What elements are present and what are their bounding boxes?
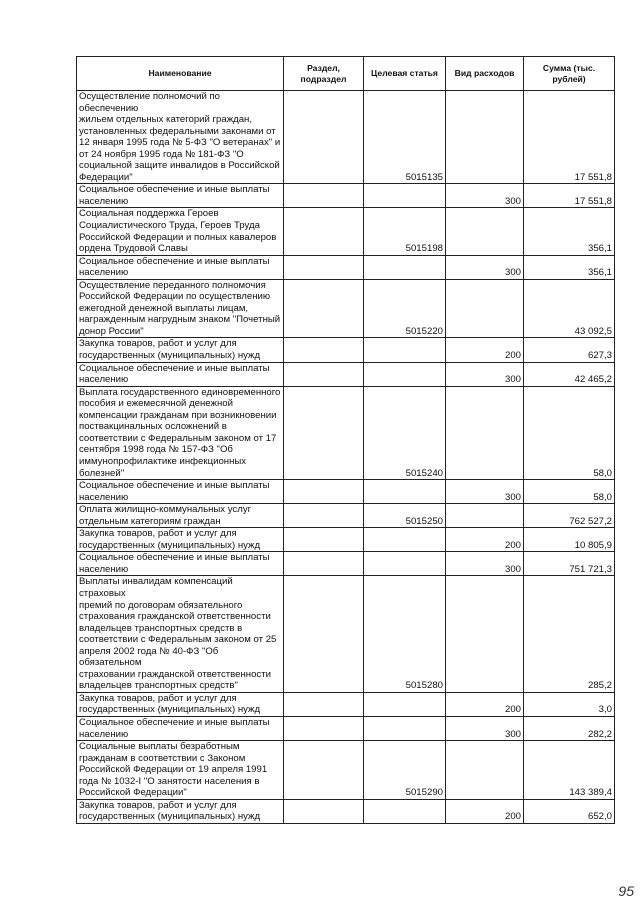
row-name-line: государственных (муниципальных) нужд	[79, 350, 261, 362]
row-name	[77, 91, 284, 184]
row-name-line: государственных (муниципальных) нужд	[79, 539, 261, 551]
row-section	[284, 338, 364, 362]
row-name	[77, 279, 284, 338]
table-row	[77, 552, 615, 576]
row-name	[77, 255, 284, 279]
row-name-line: жильем отдельных категорий граждан,	[79, 114, 253, 126]
row-type: 300	[446, 362, 524, 386]
row-section	[284, 504, 364, 528]
table-row	[77, 184, 615, 208]
row-name	[77, 338, 284, 362]
row-name-line: населению	[79, 374, 129, 386]
row-name	[77, 386, 284, 479]
row-name-line: от 24 ноября 1995 года № 181-ФЗ "О	[79, 148, 244, 160]
row-target: 5015280	[364, 576, 446, 692]
table-row	[77, 576, 615, 692]
row-type	[446, 741, 524, 800]
table-row	[77, 208, 615, 255]
row-target	[364, 552, 446, 576]
table-row	[77, 362, 615, 386]
row-name-line: населению	[79, 728, 129, 740]
row-name-line: Закупка товаров, работ и услуг для	[79, 799, 237, 811]
row-name-line: апреля 2002 года № 40-ФЗ "Об обязательном	[79, 645, 219, 669]
row-target: 5015135	[364, 91, 446, 184]
table-row	[77, 741, 615, 800]
row-name-line: владельцев транспортных средств в	[79, 622, 243, 634]
row-target: 5015250	[364, 504, 446, 528]
table-row	[77, 799, 615, 823]
row-name-line: населению	[79, 491, 129, 503]
row-target	[364, 799, 446, 823]
row-target	[364, 255, 446, 279]
page-number-mark: 95	[618, 883, 634, 899]
row-name-line: Социальная поддержка Героев	[79, 208, 219, 220]
row-sum: 285,2	[524, 576, 615, 692]
row-name	[77, 184, 284, 208]
row-name-line: соответствии с Федеральным законом от 25	[79, 634, 277, 646]
row-name	[77, 208, 284, 255]
row-section	[284, 716, 364, 740]
row-name-line: населению	[79, 267, 129, 279]
row-section	[284, 480, 364, 504]
row-sum: 3,0	[524, 692, 615, 716]
header-target: Целевая статья	[364, 57, 446, 91]
row-type: 300	[446, 184, 524, 208]
row-sum: 43 092,5	[524, 279, 615, 338]
row-type	[446, 279, 524, 338]
table-row	[77, 279, 615, 338]
row-sum: 762 527,2	[524, 504, 615, 528]
row-name-line: владельцев транспортных средств"	[79, 680, 238, 692]
row-name-line: Закупка товаров, работ и услуг для	[79, 692, 237, 704]
row-section	[284, 692, 364, 716]
row-name-line: Осуществление полномочий по обеспечению	[79, 91, 221, 114]
row-name-line: Российской Федерации"	[79, 787, 187, 799]
table-body	[77, 91, 615, 824]
header-type: Вид расходов	[446, 57, 524, 91]
row-name	[77, 362, 284, 386]
header-sum: Сумма (тыс. рублей)	[524, 57, 615, 91]
row-name	[77, 799, 284, 823]
row-name-line: Социальное обеспечение и иные выплаты	[79, 255, 270, 267]
table-row	[77, 386, 615, 479]
row-sum: 356,1	[524, 255, 615, 279]
row-name	[77, 716, 284, 740]
row-name-line: года № 1032-I "О занятости населения в	[79, 775, 260, 787]
row-target	[364, 184, 446, 208]
row-name-line: соответствии с Федеральным законом от 17	[79, 432, 277, 444]
row-name-line: поствакцинальных осложнений в	[79, 421, 227, 433]
row-name-line: Социальное обеспечение и иные выплаты	[79, 716, 270, 728]
table-row	[77, 91, 615, 184]
row-target	[364, 692, 446, 716]
row-name-line: государственных (муниципальных) нужд	[79, 811, 261, 823]
row-target	[364, 716, 446, 740]
row-name-line: социальной защите инвалидов в Российской	[79, 160, 280, 172]
row-section	[284, 208, 364, 255]
row-name-line: Оплата жилищно-коммунальных услуг	[79, 504, 252, 516]
row-name	[77, 741, 284, 800]
row-sum: 627,3	[524, 338, 615, 362]
row-name-line: премий по договорам обязательного	[79, 599, 243, 611]
row-section	[284, 552, 364, 576]
row-type: 300	[446, 552, 524, 576]
row-name-line: населению	[79, 563, 129, 575]
row-name-line: государственных (муниципальных) нужд	[79, 704, 261, 716]
row-name-line: населению	[79, 195, 129, 207]
row-name-line: награжденным нагрудным знаком "Почетный	[79, 314, 281, 326]
row-section	[284, 362, 364, 386]
row-type	[446, 386, 524, 479]
table-row	[77, 255, 615, 279]
row-name-line: Социальные выплаты безработным	[79, 741, 240, 753]
row-target: 5015220	[364, 279, 446, 338]
row-name-line: ежегодной денежной выплаты лицам,	[79, 302, 249, 314]
row-type	[446, 208, 524, 255]
table-row	[77, 480, 615, 504]
row-name	[77, 504, 284, 528]
row-name-line: Закупка товаров, работ и услуг для	[79, 528, 237, 540]
row-name-line: страхования гражданской ответственности	[79, 611, 271, 623]
row-name-line: Выплата государственного единовременного	[79, 386, 281, 398]
row-name-line: компенсации гражданам при возникновении	[79, 409, 277, 421]
row-sum: 143 389,4	[524, 741, 615, 800]
row-type	[446, 576, 524, 692]
row-target: 5015240	[364, 386, 446, 479]
row-name	[77, 552, 284, 576]
row-type: 300	[446, 255, 524, 279]
row-section	[284, 799, 364, 823]
row-name-line: Российской Федерации и полных кавалеров	[79, 231, 277, 243]
table-row	[77, 338, 615, 362]
row-name-line: пособия и ежемесячной денежной	[79, 398, 233, 410]
row-target	[364, 528, 446, 552]
row-sum: 58,0	[524, 386, 615, 479]
row-name-line: Осуществление переданного полномочия	[79, 279, 266, 291]
row-name	[77, 528, 284, 552]
row-name-line: Социальное обеспечение и иные выплаты	[79, 362, 270, 374]
row-type	[446, 91, 524, 184]
row-target: 5015290	[364, 741, 446, 800]
row-name-line: иммунопрофилактике инфекционных	[79, 455, 247, 467]
row-name-line: Российской Федерации от 19 апреля 1991	[79, 764, 268, 776]
row-type: 200	[446, 692, 524, 716]
row-name-line: Российской Федерации по осуществлению	[79, 291, 271, 303]
row-section	[284, 91, 364, 184]
row-name-line: Федерации"	[79, 171, 133, 183]
row-name-line: Закупка товаров, работ и услуг для	[79, 338, 237, 350]
row-section	[284, 741, 364, 800]
row-target	[364, 338, 446, 362]
row-sum: 282,2	[524, 716, 615, 740]
row-name-line: страховании гражданской ответственности	[79, 668, 271, 680]
row-target	[364, 480, 446, 504]
row-name-line: Социальное обеспечение и иные выплаты	[79, 552, 270, 564]
row-type: 200	[446, 338, 524, 362]
row-name-line: 12 января 1995 года № 5-ФЗ "О ветеранах" и	[79, 137, 281, 149]
row-name-line: донор России"	[79, 325, 144, 337]
row-sum: 10 805,9	[524, 528, 615, 552]
row-name	[77, 692, 284, 716]
row-name-line: болезней"	[79, 467, 125, 479]
table-row	[77, 528, 615, 552]
row-sum: 17 551,8	[524, 91, 615, 184]
row-type	[446, 504, 524, 528]
row-name-line: гражданам в соответствии с Законом	[79, 752, 246, 764]
row-type: 200	[446, 799, 524, 823]
row-type: 300	[446, 716, 524, 740]
row-sum: 58,0	[524, 480, 615, 504]
row-name-line: сентября 1998 года № 157-ФЗ "Об	[79, 444, 233, 456]
row-name-line: Социальное обеспечение и иные выплаты	[79, 480, 270, 492]
row-section	[284, 386, 364, 479]
row-name-line: ордена Трудовой Славы	[79, 243, 188, 255]
table-row	[77, 692, 615, 716]
row-section	[284, 279, 364, 338]
row-sum: 17 551,8	[524, 184, 615, 208]
row-name	[77, 480, 284, 504]
row-target: 5015198	[364, 208, 446, 255]
budget-table	[76, 56, 615, 824]
table-header-row	[77, 57, 615, 91]
row-name-line: установленных федеральными законами от	[79, 125, 276, 137]
table-row	[77, 716, 615, 740]
row-name	[77, 576, 284, 692]
row-name-line: Социалистического Труда, Героев Труда	[79, 220, 260, 232]
header-name: Наименование	[77, 57, 284, 91]
row-sum: 356,1	[524, 208, 615, 255]
row-type: 300	[446, 480, 524, 504]
row-name-line: отдельным категориям граждан	[79, 515, 221, 527]
row-sum: 652,0	[524, 799, 615, 823]
row-type: 200	[446, 528, 524, 552]
row-section	[284, 255, 364, 279]
row-name-line: Выплаты инвалидам компенсаций страховых	[79, 576, 233, 599]
row-section	[284, 184, 364, 208]
row-section	[284, 576, 364, 692]
header-section: Раздел, подраздел	[284, 57, 364, 91]
row-sum: 751 721,3	[524, 552, 615, 576]
table-row	[77, 504, 615, 528]
row-target	[364, 362, 446, 386]
row-section	[284, 528, 364, 552]
row-sum: 42 465,2	[524, 362, 615, 386]
row-name-line: Социальное обеспечение и иные выплаты	[79, 184, 270, 196]
